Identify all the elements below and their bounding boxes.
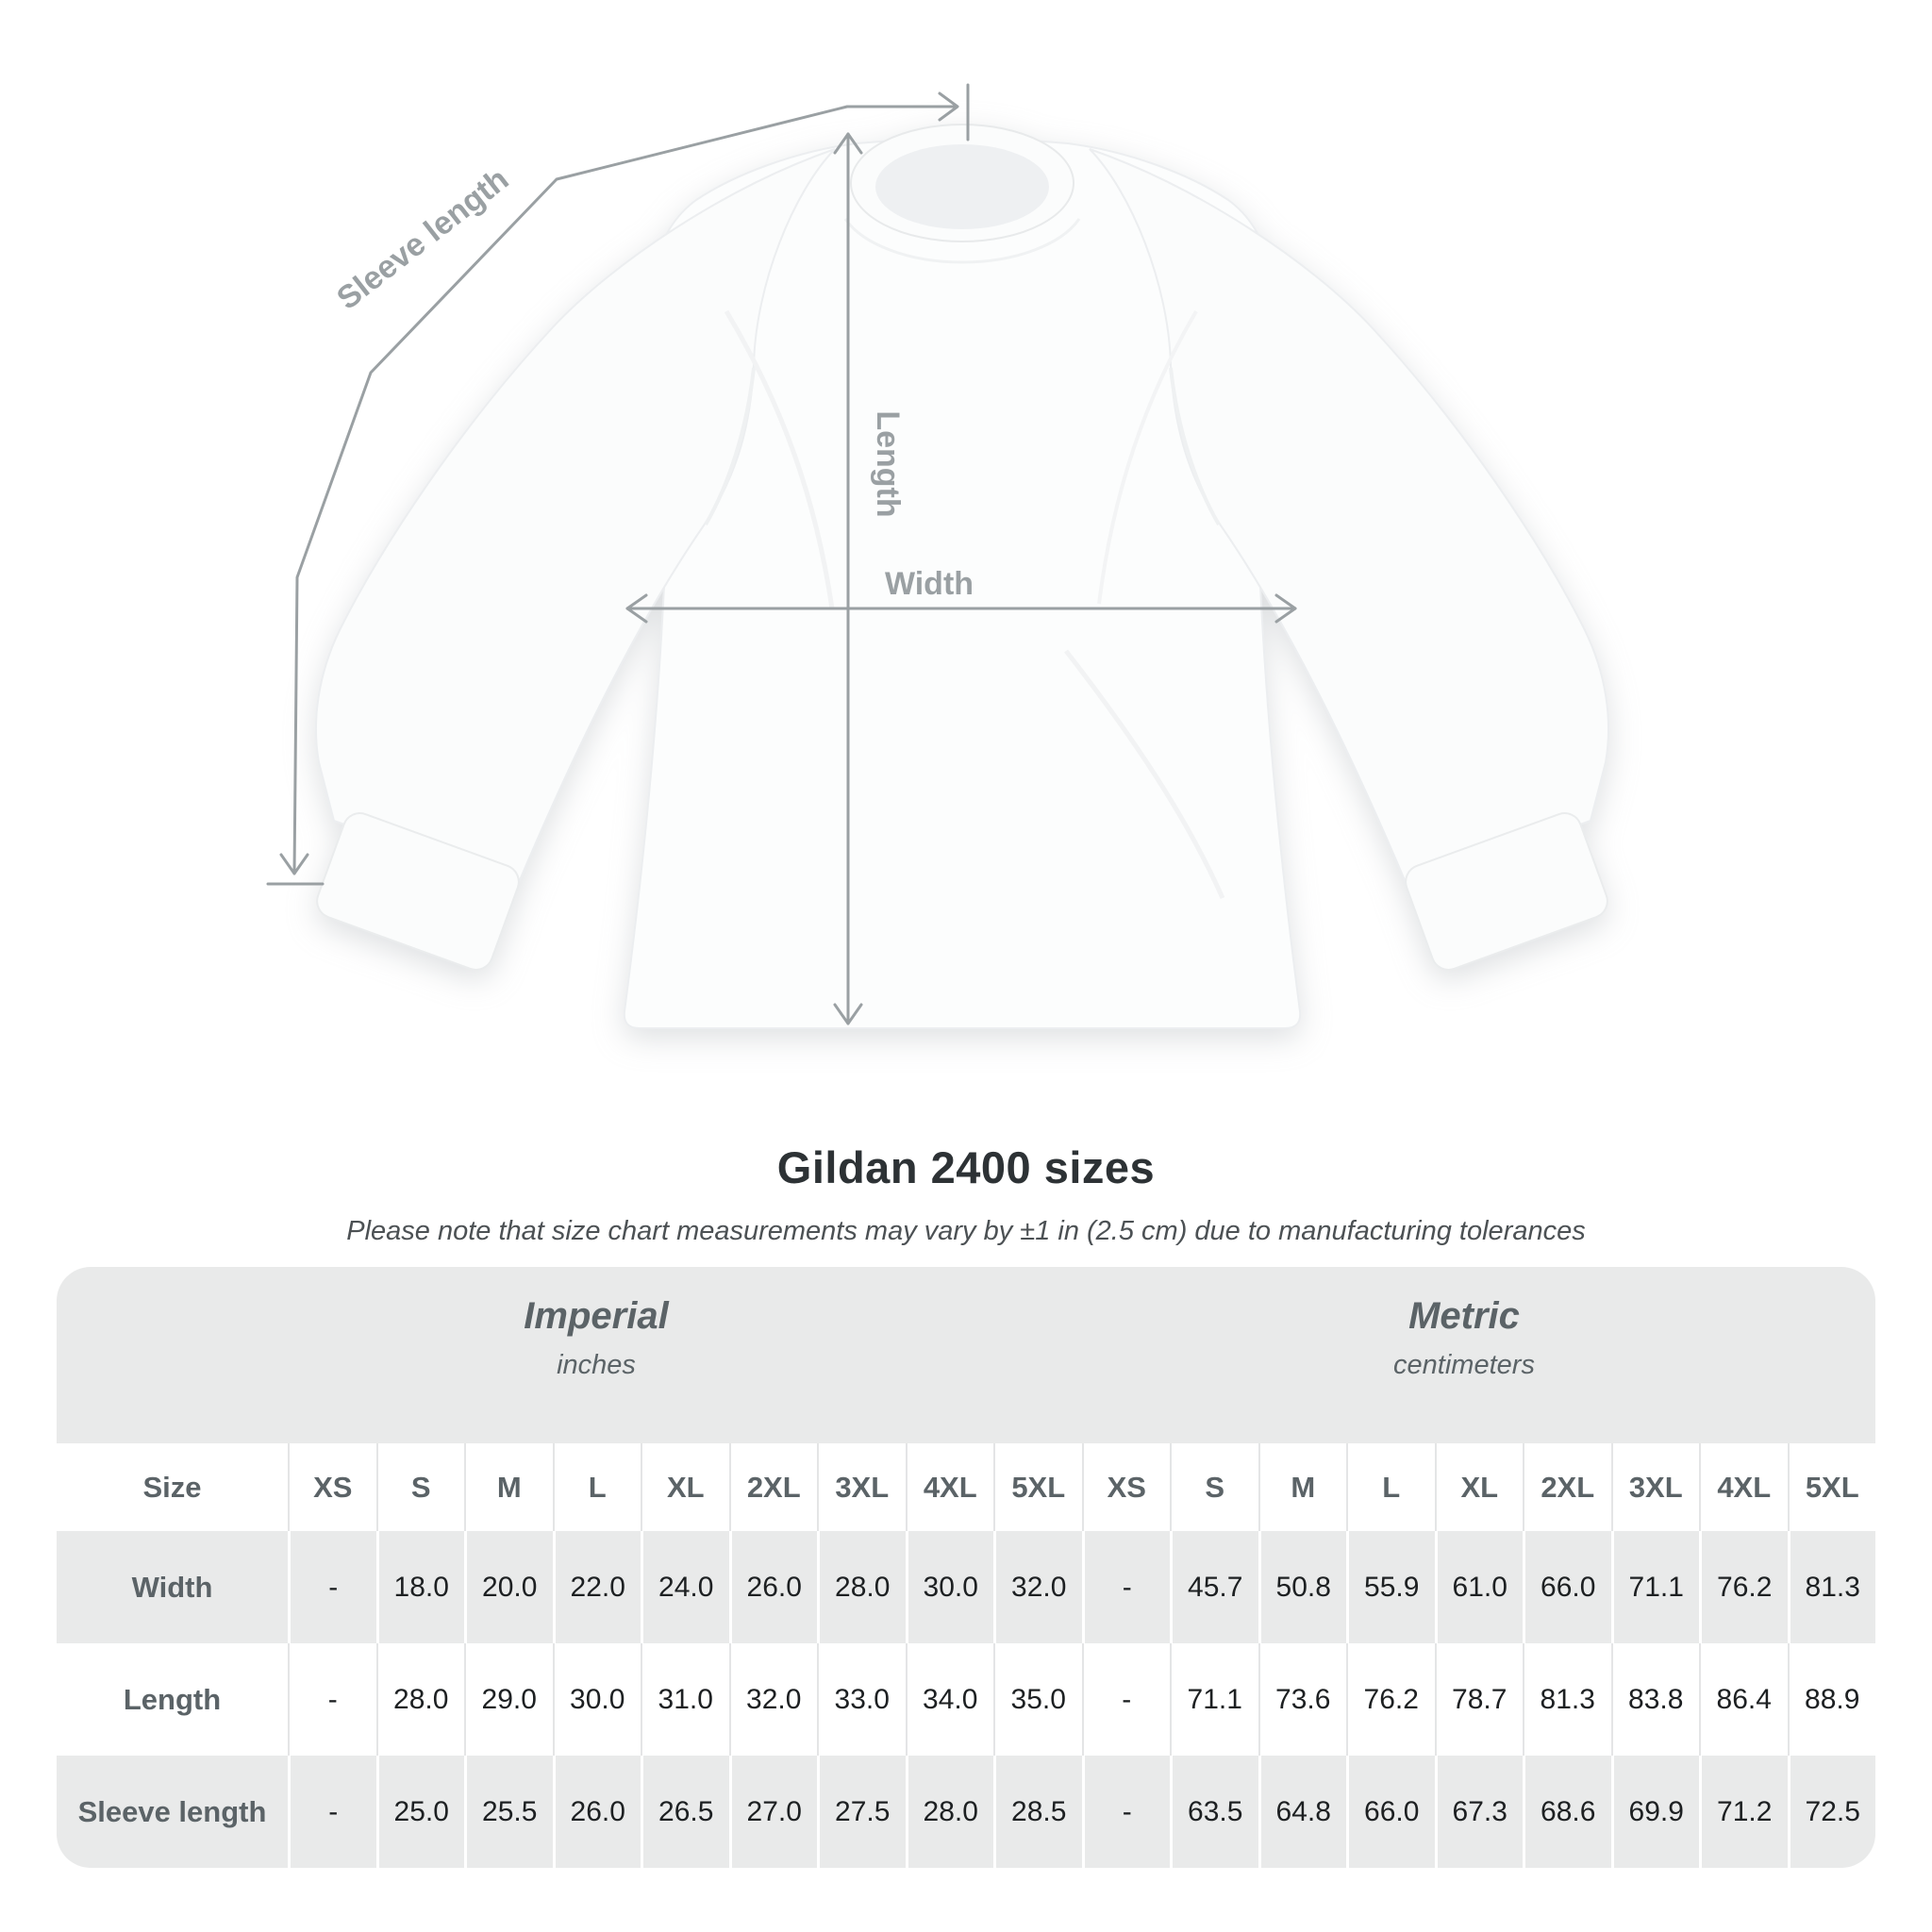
table-cell: 35.0: [993, 1643, 1082, 1756]
table-cell: 32.0: [729, 1643, 818, 1756]
table-cell: 24.0: [641, 1531, 729, 1643]
unit-group-metric: [1393, 1295, 1535, 1381]
table-cell: 76.2: [1699, 1531, 1788, 1643]
sleeve-length-label: Sleeve length: [330, 160, 516, 317]
table-cell: 76.2: [1346, 1643, 1435, 1756]
size-col-header: 2XL: [729, 1443, 818, 1531]
size-col-header: S: [1170, 1443, 1258, 1531]
size-col-header: 4XL: [906, 1443, 994, 1531]
table-cell: 32.0: [993, 1531, 1082, 1643]
table-cell: 20.0: [464, 1531, 553, 1643]
table-cell: 28.5: [993, 1756, 1082, 1868]
unit-subtitle-metric: centimeters: [1393, 1350, 1535, 1380]
size-col-header: M: [1258, 1443, 1347, 1531]
table-cell: 28.0: [376, 1643, 465, 1756]
table-cell: -: [1082, 1756, 1171, 1868]
table-cell: -: [288, 1643, 376, 1756]
table-cell: 50.8: [1258, 1531, 1347, 1643]
size-col-header: 3XL: [1611, 1443, 1700, 1531]
table-cell: 29.0: [464, 1643, 553, 1756]
length-label: Length: [870, 410, 906, 518]
table-row-width: [57, 1531, 1875, 1643]
table-cell: 34.0: [906, 1643, 994, 1756]
size-col-header: XS: [1082, 1443, 1171, 1531]
table-cell: -: [288, 1756, 376, 1868]
table-cell: 63.5: [1170, 1756, 1258, 1868]
table-cell: 25.5: [464, 1756, 553, 1868]
table-cell: 72.5: [1788, 1756, 1876, 1868]
table-cell: 71.1: [1170, 1643, 1258, 1756]
page-title: Gildan 2400 sizes: [776, 1142, 1156, 1192]
table-cell: -: [1082, 1643, 1171, 1756]
table-cell: 86.4: [1699, 1643, 1788, 1756]
table-cell: 68.6: [1523, 1756, 1611, 1868]
table-cell: 81.3: [1788, 1531, 1876, 1643]
unit-group-imperial: [524, 1295, 668, 1381]
row-label: Length: [123, 1682, 222, 1716]
width-label: Width: [884, 566, 974, 602]
table-cell: 81.3: [1523, 1643, 1611, 1756]
row-label: Width: [131, 1570, 213, 1604]
table-cell: 31.0: [641, 1643, 729, 1756]
size-col-header: 4XL: [1699, 1443, 1788, 1531]
table-cell: 78.7: [1435, 1643, 1524, 1756]
table-cell: 45.7: [1170, 1531, 1258, 1643]
table-cell: 88.9: [1788, 1643, 1876, 1756]
table-cell: 67.3: [1435, 1756, 1524, 1868]
table-cell: -: [288, 1531, 376, 1643]
table-cell: 55.9: [1346, 1531, 1435, 1643]
size-col-header: XL: [641, 1443, 729, 1531]
table-cell: 66.0: [1346, 1756, 1435, 1868]
table-cell: 27.5: [817, 1756, 906, 1868]
table-cell: 30.0: [553, 1643, 641, 1756]
size-col-header: S: [376, 1443, 465, 1531]
table-cell: 69.9: [1611, 1756, 1700, 1868]
unit-header-band: [57, 1267, 1875, 1443]
table-cell: 83.8: [1611, 1643, 1700, 1756]
page-subtitle: Please note that size chart measurements may vary by ±1 in (2.5 cm) due to manufacturing tolerances: [346, 1216, 1586, 1246]
table-cell: 28.0: [817, 1531, 906, 1643]
size-col-header: 5XL: [1788, 1443, 1876, 1531]
size-table: [57, 1267, 1875, 1868]
size-col-header: L: [553, 1443, 641, 1531]
table-cell: 73.6: [1258, 1643, 1347, 1756]
table-cell: 22.0: [553, 1531, 641, 1643]
table-cell: 64.8: [1258, 1756, 1347, 1868]
table-row-sleeve-length: [57, 1756, 1875, 1868]
unit-name-metric: Metric: [1408, 1295, 1520, 1337]
size-header-cell: Size: [142, 1470, 202, 1504]
table-cell: 71.2: [1699, 1756, 1788, 1868]
size-col-header: XL: [1435, 1443, 1524, 1531]
table-cell: 27.0: [729, 1756, 818, 1868]
size-col-header: M: [464, 1443, 553, 1531]
size-col-header: 2XL: [1523, 1443, 1611, 1531]
unit-name-imperial: Imperial: [524, 1295, 669, 1337]
table-cell: 28.0: [906, 1756, 994, 1868]
table-cell: 25.0: [376, 1756, 465, 1868]
table-cell: 18.0: [376, 1531, 465, 1643]
table-cell: 61.0: [1435, 1531, 1524, 1643]
table-row-length: [57, 1643, 1875, 1756]
size-col-header: XS: [288, 1443, 376, 1531]
collar-opening: [875, 144, 1049, 229]
table-header-row: [57, 1443, 1875, 1531]
size-col-header: L: [1346, 1443, 1435, 1531]
size-col-header: 5XL: [993, 1443, 1082, 1531]
row-label: Sleeve length: [77, 1794, 267, 1828]
table-cell: 66.0: [1523, 1531, 1611, 1643]
table-cell: 33.0: [817, 1643, 906, 1756]
size-col-header: 3XL: [817, 1443, 906, 1531]
table-cell: 26.0: [553, 1756, 641, 1868]
unit-subtitle-imperial: inches: [557, 1350, 636, 1380]
table-cell: 26.5: [641, 1756, 729, 1868]
table-cell: 30.0: [906, 1531, 994, 1643]
heading: [0, 1141, 1932, 1247]
table-cell: 71.1: [1611, 1531, 1700, 1643]
table-cell: 26.0: [729, 1531, 818, 1643]
table-cell: -: [1082, 1531, 1171, 1643]
